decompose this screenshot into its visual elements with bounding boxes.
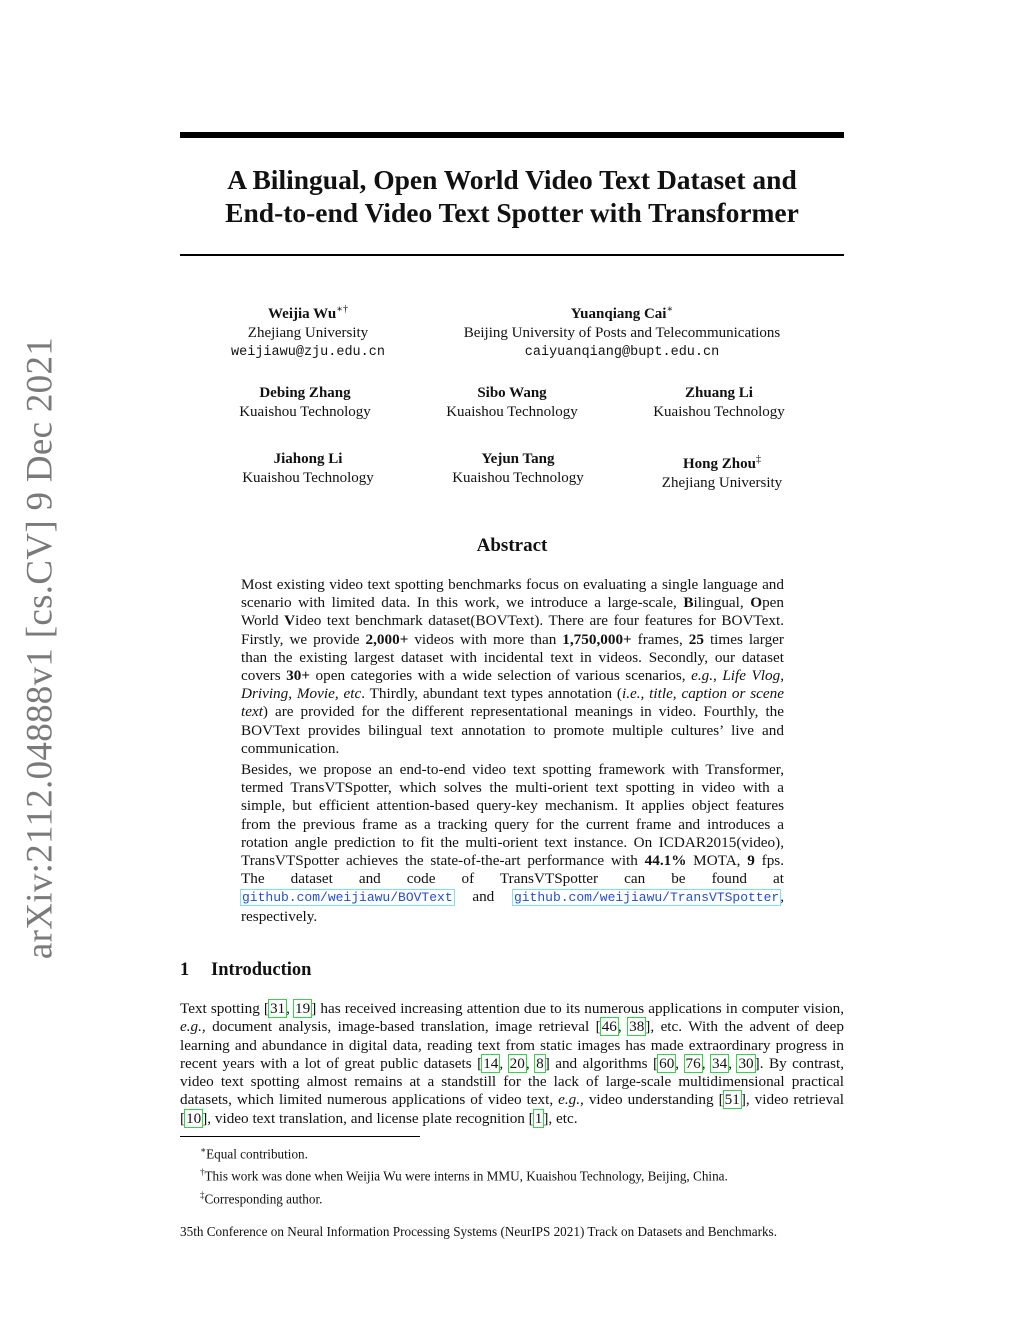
author-block <box>412 300 832 362</box>
title-top-rule <box>180 132 844 138</box>
author-affiliation: Kuaishou Technology <box>653 404 785 420</box>
abstract-heading: Abstract <box>476 535 548 556</box>
intro-paragraph: Text spotting [31, 19] has received increasing attention due to its numerous applications in computer vision, e.g., document analysis, image-based translation, image retrieval [46, 38], etc. With the advent of deep learning and abundance in digital data, reading text from static images has made extraordinary progress in recent years with a lot of great public datasets [14, 20, 8] and algorithms [60, 76, 34, 30]. By contrast, video text spotting almost remains at a standstill for the lack of large-scale multidimensional practical datasets, which limited numerous applications of video text, e.g., video understanding [51], video retrieval [10], video text translation, and license plate recognition [1], etc. <box>180 1000 845 1127</box>
author-affiliation: Kuaishou Technology <box>446 404 578 420</box>
author-name: Debing Zhang <box>259 385 351 401</box>
title-line-1: A Bilingual, Open World Video Text Dataset and <box>227 164 797 195</box>
citation-link[interactable]: 30 <box>738 1054 754 1072</box>
author-block <box>205 384 405 422</box>
author-block <box>622 450 822 493</box>
author-name: Zhuang Li <box>685 385 753 401</box>
author-name: Sibo Wang <box>477 385 547 401</box>
citation-link[interactable]: 51 <box>724 1091 740 1109</box>
author-block <box>208 450 408 488</box>
section-heading <box>180 960 311 981</box>
author-block <box>418 450 618 488</box>
author-name: Weijia Wu∗† <box>267 304 348 322</box>
author-email: weijiawu@zju.edu.cn <box>231 345 385 360</box>
citation-link[interactable]: 34 <box>712 1054 728 1072</box>
author-name: Hong Zhou‡ <box>683 454 761 472</box>
author-mark: ∗† <box>336 304 348 315</box>
footnotes <box>200 1141 728 1208</box>
citation-link[interactable]: 19 <box>295 1000 311 1017</box>
author-affiliation: Kuaishou Technology <box>242 470 374 486</box>
bovtext-link[interactable]: github.com/weijiawu/BOVText <box>242 890 453 906</box>
section-title: Introduction <box>211 960 312 980</box>
abstract-body <box>241 576 784 926</box>
arxiv-stamp <box>19 336 61 959</box>
author-block <box>619 384 819 422</box>
section-number: 1 <box>180 960 190 980</box>
title-bottom-rule <box>180 254 844 256</box>
conference-note: 35th Conference on Neural Information Processing Systems (NeurIPS 2021) Track on Datasets and Benchmarks. <box>180 1224 777 1239</box>
author-affiliation: Kuaishou Technology <box>239 404 371 420</box>
footnote: ∗Equal contribution. <box>200 1145 308 1162</box>
author-block <box>208 300 408 362</box>
author-block <box>412 384 612 422</box>
author-affiliation: Zhejiang University <box>661 475 783 491</box>
citation-link[interactable]: 31 <box>269 1000 286 1017</box>
author-affiliation: Kuaishou Technology <box>452 470 584 486</box>
citation-link[interactable]: 46 <box>601 1018 617 1036</box>
author-name: Yuanqiang Cai∗ <box>570 304 674 322</box>
citation-link[interactable]: 10 <box>186 1109 202 1127</box>
footnote: †This work was done when Weijia Wu were interns in MMU, Kuaishou Technology, Beijing, China. <box>200 1167 728 1184</box>
citation-link[interactable]: 76 <box>685 1054 701 1072</box>
citation-link[interactable]: 14 <box>483 1054 499 1072</box>
author-affiliation: Beijing University of Posts and Telecommunications <box>463 325 781 341</box>
footnote: ‡Corresponding author. <box>200 1189 323 1207</box>
transvtspotter-link[interactable]: github.com/weijiawu/TransVTSpotter <box>513 890 780 906</box>
citation-link[interactable]: 1 <box>534 1109 543 1127</box>
paper-title <box>180 163 844 229</box>
citation-link[interactable]: 8 <box>536 1054 544 1072</box>
arxiv-stamp-text: arXiv:2112.04888v1 [cs.CV] 9 Dec 2021 <box>19 336 61 959</box>
abstract-paragraph: Besides, we propose an end-to-end video text spotting framework with Transformer, termed TransVTSpotter, which solves the multi-orient text spotting in video with a simple, but efficient attention-based query-key mechanism. It applies object features from the previous frame as a tracking query for the current frame and introduces a rotation angle prediction to fit the multi-orient text instance. On ICDAR2015(video), TransVTSpotter achieves the state-of-the-art performance with 44.1% MOTA, 9 fps. The dataset and code of TransVTSpotter can be found at github.com/weijiawu/BOVText and github.com/weijiawu/TransVTSpotter, respectively. <box>241 761 784 925</box>
citation-link[interactable]: 20 <box>509 1054 525 1072</box>
abstract-paragraph: Most existing video text spotting benchmarks focus on evaluating a single language and scenario with limited data. In this work, we introduce a large-scale, Bilingual, Open World Video text benchmark dataset(BOVText). There are four features for BOVText. Firstly, we provide 2,000+ videos with more than 1,750,000+ frames, 25 times larger than the existing largest dataset with incidental text in videos. Secondly, our dataset covers 30+ open categories with a wide selection of various scenarios, e.g., Life Vlog, Driving, Movie, etc. Thirdly, abundant text types annotation (i.e., title, caption or scene text) are provided for the different representational meanings in video. Fourthly, the BOVText provides bilingual text annotation to promote multiple cultures’ live and communication. <box>241 576 785 757</box>
author-mark: ∗ <box>666 304 674 315</box>
footnote-rule <box>180 1136 420 1137</box>
title-line-2: End-to-end Video Text Spotter with Transformer <box>225 197 799 228</box>
citation-link[interactable]: 60 <box>659 1054 675 1072</box>
author-affiliation: Zhejiang University <box>247 325 369 341</box>
author-mark: ‡ <box>755 454 761 465</box>
author-name: Yejun Tang <box>481 451 555 467</box>
author-name: Jiahong Li <box>273 451 343 467</box>
citation-link[interactable]: 38 <box>629 1018 645 1036</box>
author-email: caiyuanqiang@bupt.edu.cn <box>524 345 720 360</box>
